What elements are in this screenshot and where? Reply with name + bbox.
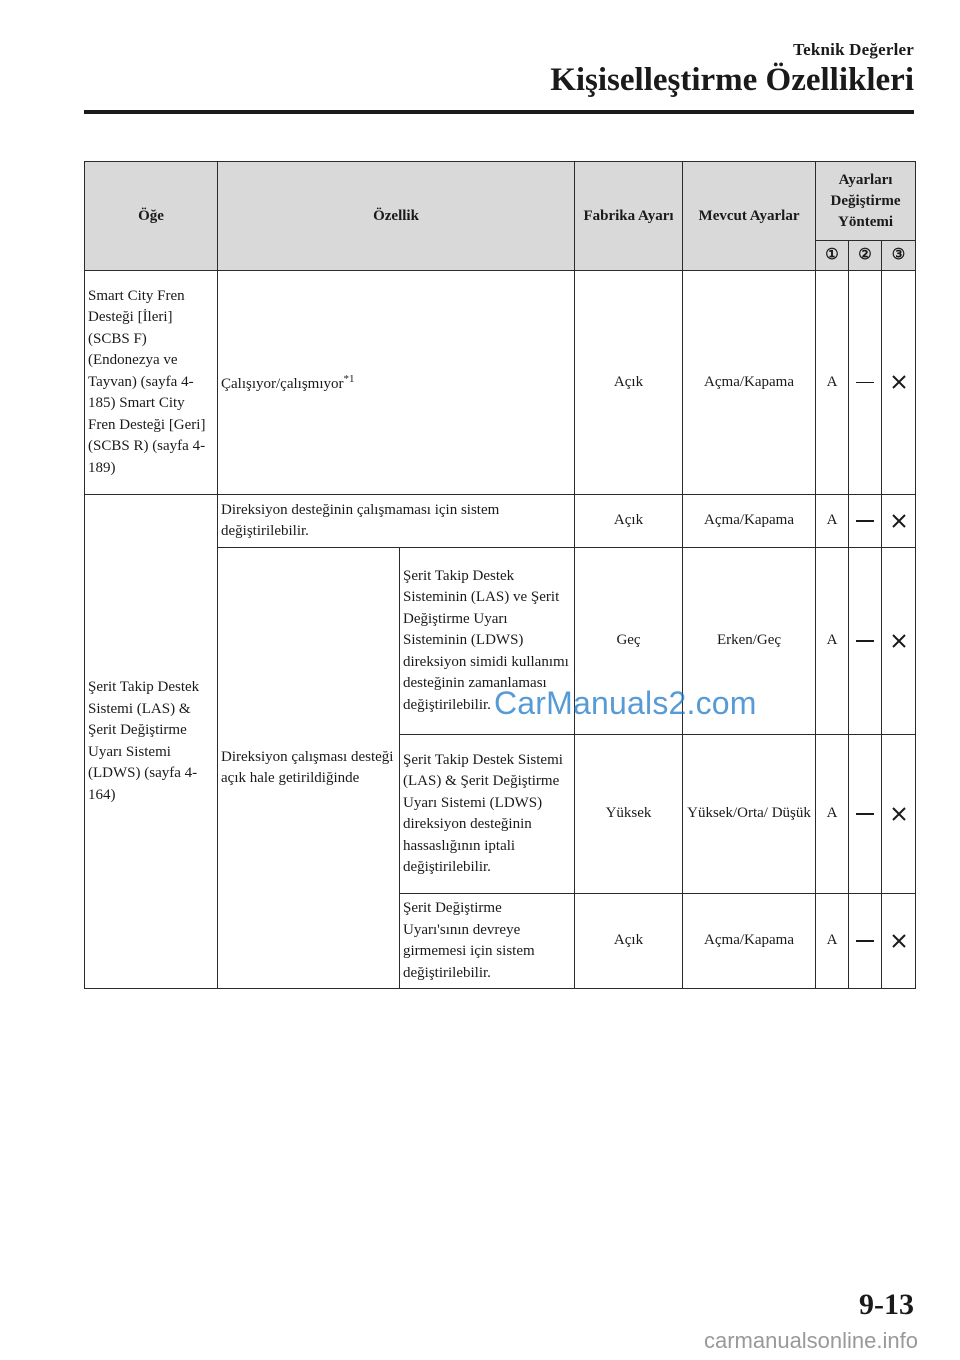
feature-las-1: Direksiyon desteğinin çalışmaması için sistem değiştirilebilir. (218, 495, 575, 548)
dash-icon (856, 640, 874, 642)
method-3-scbs (882, 271, 916, 495)
col-header-item: Öğe (85, 162, 218, 271)
cross-icon (891, 513, 907, 529)
method-1-scbs: A (816, 271, 849, 495)
dash-icon (856, 940, 874, 942)
feature-las-2: Şerit Takip Destek Sisteminin (LAS) ve Şerit Değiştirme Uyarı Sisteminin (LDWS) direksiyon simidi kullanımı desteğinin zamanlaması değiştirilebilir. (400, 548, 575, 735)
dash-icon (856, 520, 874, 522)
header-rule (84, 110, 914, 114)
feature-las-3: Şerit Takip Destek Sistemi (LAS) & Şerit Değiştirme Uyarı Sistemi (LDWS) direksiyon desteğinin hassaslığının iptali değiştirilebilir. (400, 735, 575, 894)
available-las-3: Yüksek/Orta/ Düşük (683, 735, 816, 894)
col-header-method: Ayarları Değiştirme Yöntemi (816, 162, 916, 241)
available-las-1: Açma/Kapama (683, 495, 816, 548)
method-1-las-1: A (816, 495, 849, 548)
method-1-las-4: A (816, 894, 849, 989)
factory-scbs: Açık (575, 271, 683, 495)
method-2-las-1 (849, 495, 882, 548)
method-1-las-2: A (816, 548, 849, 735)
dash-icon (856, 382, 874, 384)
method-2-header: ② (849, 241, 882, 271)
feature-las-4: Şerit Değiştirme Uyarı'sının devreye girmemesi için sistem değiştirilebilir. (400, 894, 575, 989)
method-3-las-1 (882, 495, 916, 548)
method-3-las-3 (882, 735, 916, 894)
settings-table (84, 161, 916, 989)
method-3-las-4 (882, 894, 916, 989)
cross-icon (891, 806, 907, 822)
page-number: 9-13 (859, 1288, 914, 1321)
available-scbs: Açma/Kapama (683, 271, 816, 495)
footer-site: carmanualsonline.info (703, 1328, 918, 1353)
item-las: Şerit Takip Destek Sistemi (LAS) & Şerit Değiştirme Uyarı Sistemi (LDWS) (sayfa 4-164) (85, 495, 218, 989)
available-las-4: Açma/Kapama (683, 894, 816, 989)
item-scbs: Smart City Fren Desteği [İleri] (SCBS F) (Endonezya ve Tayvan) (sayfa 4-185) Smart City Fren Desteği [Geri] (SCBS R) (sayfa 4-189) (85, 271, 218, 495)
section-title: Teknik Değerler (793, 40, 914, 59)
watermark: CarManuals2.com (494, 685, 757, 721)
table-row (85, 495, 916, 548)
method-3-header: ③ (882, 241, 916, 271)
method-2-las-3 (849, 735, 882, 894)
dash-icon (856, 813, 874, 815)
feature-scbs: Çalışıyor/çalışmıyor$^{*1}$ (218, 271, 575, 495)
col-header-factory: Fabrika Ayarı (575, 162, 683, 271)
page-title: Kişiselleştirme Özellikleri (550, 62, 914, 98)
method-1-header: ① (816, 241, 849, 271)
cross-icon (891, 933, 907, 949)
factory-las-2: Geç (575, 548, 683, 735)
col-header-available: Mevcut Ayarlar (683, 162, 816, 271)
factory-las-4: Açık (575, 894, 683, 989)
cross-icon (891, 633, 907, 649)
table-row (85, 271, 916, 495)
cross-icon (891, 374, 907, 390)
method-3-las-2 (882, 548, 916, 735)
feature-las-group: Direksiyon çalışması desteği açık hale getirildiğinde (218, 548, 400, 989)
factory-las-1: Açık (575, 495, 683, 548)
method-2-las-2 (849, 548, 882, 735)
method-2-scbs (849, 271, 882, 495)
method-1-las-3: A (816, 735, 849, 894)
footnote-marker: *1 (343, 373, 355, 386)
available-las-2: Erken/Geç (683, 548, 816, 735)
page-header (550, 40, 914, 100)
method-2-las-4 (849, 894, 882, 989)
col-header-feature: Özellik (218, 162, 575, 271)
factory-las-3: Yüksek (575, 735, 683, 894)
